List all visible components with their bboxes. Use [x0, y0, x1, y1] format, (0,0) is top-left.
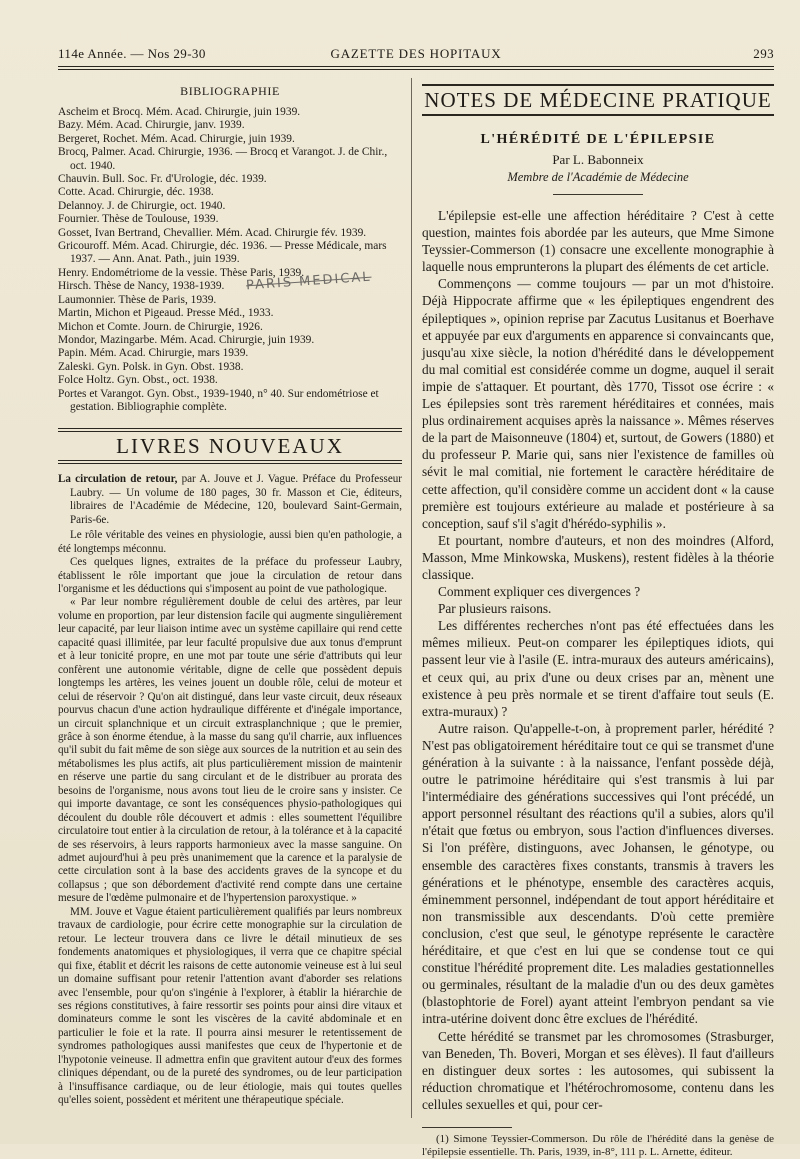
running-head — [58, 46, 774, 64]
issue-number: 114e Année. — Nos 29-30 — [58, 46, 206, 61]
bibliography-entry: Papin. Mém. Acad. Chirurgie, mars 1939. — [58, 347, 249, 360]
bibliography-list — [58, 106, 402, 414]
bibliography-entry: Cotte. Acad. Chirurgie, déc. 1938. — [58, 186, 214, 199]
journal-title: GAZETTE DES HOPITAUX — [330, 46, 502, 61]
bibliography-entry: Laumonnier. Thèse de Paris, 1939. — [58, 293, 217, 306]
bibliography-entry: Gricouroff. Mém. Acad. Chirurgie, déc. 1936. — Presse Médicale, mars 1937. — Ann. Anat. Path., juin 1939. — [58, 240, 387, 266]
review-paragraph: MM. Jouve et Vague étaient particulièrement qualifiés par leurs nombreux travaux de cardiologie, pour écrire cette monographie sur la circulation de retour. Le lecteur trouvera dans ce livre le détail minutieux de ses fondements anatomiques et physiologiques, il verra que ce chapitre spécial qui fixe, établit et décrit les raisons de cette autonomie veineuse est à lui seul un domaine suffisant pour retenir l'attention avant d'aborder ses relations avec l'ensemble, pour qu'on s'ingénie à l'explorer, à établir la hiérarchie de ses régions constitutives, à faire ressortir ses points pour ainsi dire vitaux et dominateurs comme le sont les viscères de la cavité abdominale et en particulier le foie et la rate. Il pourra ainsi mesurer le retentissement de syndromes pathologiques aussi manifestes que ceux de l'hypertonie et de l'hypotonie veineuse. Il admettra enfin que gravitent autour d'eux des formes cliniques dépendant, ou de la pureté des syndromes, ou de leur participation à l'insuffisance cardiaque, ou de leur étiologie, mais qui toutes quelles qu'elles soient, possèdent et méritent une thérapeutique spéciale. — [58, 905, 402, 1107]
article-paragraph: L'épilepsie est-elle une affection héréditaire ? C'est à cette question, maintes fois abordée par les auteurs, que Mme Simone Teyssier-Commerson (1) consacre une excellente monographie à laquelle nous emprunterons la plupart des éléments de cet article. — [422, 208, 774, 275]
bibliography-entry: Portes et Varangot. Gyn. Obst., 1939-1940, n° 40. Sur endométriose et gestation. Bibliographie complète. — [58, 387, 379, 413]
article-body — [422, 207, 774, 1113]
bibliography-entry: Chauvin. Bull. Soc. Fr. d'Urologie, déc. 1939. — [58, 173, 267, 186]
article-paragraph: Les différentes recherches n'ont pas été effectuées dans les mêmes milieux. Peut-on comparer les épileptiques idiots, qui passent leur vie à l'asile (E. intra-muraux des auteurs américains), et ceux qui, au prix d'une ou deux crises par an, mènent une existence à peu près normale et se tirent d'affaire tout seuls (E. extra-muraux) ? — [422, 618, 774, 719]
footnote: (1) Simone Teyssier-Commerson. Du rôle de l'hérédité dans la genèse de l'épilepsie essentielle. Th. Paris, 1939, in-8°, 111 p. L. Arnette, éditeur. — [422, 1132, 774, 1158]
book-reference — [58, 473, 402, 527]
right-column — [422, 84, 774, 1159]
bibliography-entry: Zaleski. Gyn. Polsk. in Gyn. Obst. 1938. — [58, 360, 244, 373]
article-paragraph: Cette hérédité se transmet par les chromosomes (Strasburger, van Beneden, Th. Boveri, Morgan et ses élèves). Il faut d'ailleurs en distinguer deux sortes : les autosomes, qui subissent la réduction chromatique et l'hétérochromosome, contenu dans les cellules sexuelles et qui, pour cer- — [422, 1028, 774, 1112]
bibliography-entry: Delannoy. J. de Chirurgie, oct. 1940. — [58, 199, 226, 212]
book-details: par A. Jouve et J. Vague. Préface du Professeur Laubry. — Un volume de 180 pages, 30 fr. Masson et Cie, éditeurs, libraires de l'Académie de Médecine, 120, boulevard Saint-Germain, Paris-6e. — [70, 473, 402, 526]
bibliography-entry: Brocq, Palmer. Acad. Chirurgie, 1936. — Brocq et Varangot. J. de Chir., oct. 1940. — [58, 146, 388, 172]
footnote-rule — [422, 1127, 512, 1128]
left-column — [58, 84, 402, 1108]
book-title: La circulation de retour, — [58, 473, 178, 486]
article-paragraph: Autre raison. Qu'appelle-t-on, à proprement parler, hérédité ? N'est pas obligatoirement héréditaire tout ce qui se transmet d'une génération à la suivante : à la naissance, l'enfant possède déjà, outre le patrimoine héréditaire qui s'est transmis à lui par l'intermédiaire des générations successives qui l'ont précédé, un apport personnel résultant des réactions qu'il a subies, alors qu'il n'était que fœtus ou embryon, sous l'action d'influences diverses. Si l'on préfère, distinguons, avec Johansen, le génotype, ou ensemble des caractères fixes constants, transmis à travers les générations et le phénotype, ensemble des caractères acquis, éminemment personnel, indépendant de tout apport héréditaire et non transmissible aux descendants. D'où cette première conclusion, c'est que seul, le génotype représente le caractère héréditaire, et que c'est en lui que se condense tout ce qui constitue l'hérédité proprement dite. Les maladies gestationnelles ou germinales, résultant de la maladie d'un ou des deux gamètes (blastophtorie de Forel) ayant atteint l'embryon pendant sa vie intra-utérine doivent donc être exclues de l'hérédité. — [422, 720, 774, 1027]
notes-title: NOTES DE MÉDECINE PRATIQUE — [424, 88, 772, 112]
bibliography-entry: Mondor, Mazingarbe. Mém. Acad. Chirurgie, juin 1939. — [58, 333, 315, 346]
review-paragraph: « Par leur nombre régulièrement double de celui des artères, par leur volume en proportion, par leur distension facile qui augmente singulièrement leur capacité, par leur liaison intime avec un système capillaire qui rend cette capacité quasi illimitée, par leur faculté propulsive due aux tonus d'emprunt et à leur tonicité propre, en une mot par toute une série d'attributs qui leur confèrent une autonomie véritable, digne de celle que possèdent depuis longtemps les artères, les veines jouent un double rôle, celui de moteur et celui de réservoir ? Qu'on ait distingué, dans leur vaste circuit, deux réseaux pourvus chacun d'une action hydraulique différente et d'inégale importance, un circuit splanchnique et un circuit extrasplanchnique ; que le premier, grâce à son énorme étendue, à la masse du sang qu'il charrie, aux influences qu'il subit du fait même de son siège aux sources de la nutrition et au sein des métabolismes les plus actifs, ait plus particulièrement mission de maintenir en réserve une partie du sang circulant et de le distribuer au prorata des besoins de l'organisme, nous avons tout lieu de le croire sans y insister. Ce qui importe davantage, ce sont les conséquences physio-pathologiques qui découlent du double rôle découvert et admis : elles soumettent l'équilibre circulatoire tout entier à la circulation de retour, à la tolérance et à la capacité de ses réservoirs, à leurs rapports harmonieux avec la masse sanguine. On admet aujourd'hui à peu près unanimement que la carence et la paralysie de cette circulation sont à la base des accidents graves de la syncope et du collapsus ; que son débordement d'activité rend compte dans une certaine mesure de l'œdème pulmonaire et de l'hypertension paroxystique. » — [58, 596, 402, 905]
title-rule — [553, 194, 643, 195]
bibliography-entry: Henry. Endométriome de la vessie. Thèse Paris, 1939. — [58, 266, 305, 279]
article-paragraph: Et pourtant, nombre d'auteurs, et non des moindres (Alford, Masson, Mme Minkowska, Muskens), restent fidèles à la théorie classique. — [422, 532, 774, 582]
book-review — [58, 473, 402, 1107]
notes-header — [422, 84, 774, 116]
article-title: L'HÉRÉDITÉ DE L'ÉPILEPSIE — [480, 132, 716, 147]
author-byline: Par L. Babonneix — [552, 152, 644, 167]
review-paragraph: Le rôle véritable des veines en physiologie, aussi bien qu'en pathologie, a été longtemps méconnu. — [58, 529, 402, 555]
bibliography-entry: Ascheim et Brocq. Mém. Acad. Chirurgie, juin 1939. — [58, 106, 301, 118]
stamp-text: PARIS MEDICAL — [245, 269, 373, 294]
header-rule-2 — [58, 69, 774, 70]
article-paragraph: Par plusieurs raisons. — [438, 601, 552, 617]
column-divider — [411, 78, 412, 1118]
author-affiliation: Membre de l'Académie de Médecine — [507, 170, 689, 184]
bibliography-entry: Folce Holtz. Gyn. Obst., oct. 1938. — [58, 374, 218, 387]
bibliography-entry: Fournier. Thèse de Toulouse, 1939. — [58, 213, 219, 226]
bibliography-entry: Gosset, Ivan Bertrand, Chevallier. Mém. Acad. Chirurgie fév. 1939. — [58, 226, 367, 239]
article-paragraph: Commençons — comme toujours — par un mot d'histoire. Déjà Hippocrate affirme que « les épileptiques engendrent des épileptiques », opinion reprise par Zacutus Lusitanus et Boerhave et appuyée par eux d'arguments en apparence si convaincants que, jusqu'au xixe siècle, la notion d'hérédité dans le développement du mal comitial est considérée comme un dogme, auquel il serait impie de s'attaquer. Et pourtant, dès 1770, Tissot ose écrire : « Les épilepsies sont très rarement héréditaires et connées, mais plus ordinairement acquises après la naissance ». Mêmes réserves de la part de Maisonneuve (1804) et, surtout, de Gowers (1880) et du professeur P. Marie qui, sans nier l'existence de familles où sévit le mal comitial, nie fortement le caractère héréditaire de cette affection, qu'il considère comme un accident dont « la cause première est toujours extérieure au malade et postérieure à sa conception, sauf s'il s'agit d'hérédo-syphilis ». — [422, 276, 774, 531]
bibliography-entry: Bergeret, Rochet. Mém. Acad. Chirurgie, juin 1939. — [58, 132, 295, 145]
bibliography-entry: Bazy. Mém. Acad. Chirurgie, janv. 1939. — [58, 119, 245, 132]
bibliography-entry: Martin, Michon et Pigeaud. Presse Méd., 1933. — [58, 307, 274, 320]
bibliography-title: BIBLIOGRAPHIE — [180, 84, 280, 98]
header-rule — [58, 66, 774, 67]
review-paragraph: Ces quelques lignes, extraites de la préface du professeur Laubry, établissent le rôle important que joue la circulation de retour dans l'organisme et les déductions qui s'imposent au point de vue pathologique. — [58, 556, 402, 595]
page-number: 293 — [753, 46, 774, 61]
article-paragraph: Comment expliquer ces divergences ? — [438, 584, 641, 600]
bibliography-entry: Hirsch. Thèse de Nancy, 1938-1939. — [58, 280, 225, 293]
bibliography-entry: Michon et Comte. Journ. de Chirurgie, 1926. — [58, 320, 263, 333]
livres-title: LIVRES NOUVEAUX — [116, 434, 344, 459]
